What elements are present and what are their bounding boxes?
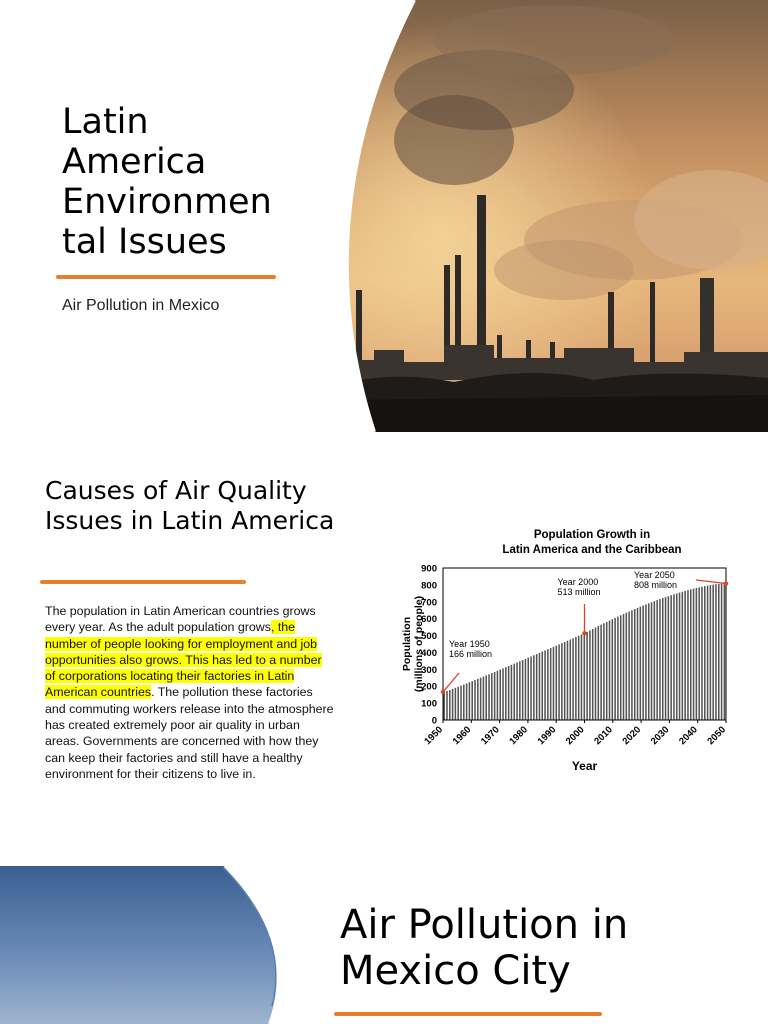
bar [603,623,605,720]
bar [508,666,510,720]
bar [480,678,482,720]
bar [466,683,468,720]
bar [547,649,549,720]
x-tick-label: 2030 [648,724,672,748]
bar [606,622,608,720]
x-tick-label: 1970 [478,724,502,748]
bar [626,613,628,720]
bar [637,608,639,720]
y-tick-label: 900 [421,563,437,575]
slide-title: Causes of Air Quality Issues in Latin America [45,476,335,535]
bar [570,639,572,720]
bar [614,618,616,720]
title-accent-line [56,275,276,279]
chart-annotation: Year 1950 [449,639,490,649]
bar [710,585,712,720]
bar [460,686,462,720]
bar [558,644,560,720]
bar [555,646,557,720]
bar [463,685,465,720]
bar [553,647,555,720]
bar [673,594,675,720]
chart-annotation: Year 2000 [557,577,599,587]
bar [690,589,692,720]
title-accent-line [334,1012,602,1016]
mexico-city-sky-photo [0,866,300,1024]
y-tick-label: 600 [421,614,437,626]
bar [584,633,586,720]
bar [634,609,636,720]
bar [612,619,614,720]
bar [656,600,658,720]
bar [455,688,457,720]
bar [648,603,650,720]
bar [581,635,583,720]
bar [704,586,706,720]
y-axis-label: (millions of people) [413,595,425,693]
bar [469,682,471,720]
bar [718,584,720,720]
bar [443,692,445,720]
bar [536,654,538,720]
bar [575,637,577,720]
x-tick-label: 2010 [592,724,615,748]
bar [598,626,600,720]
chart-annotation: 166 million [449,649,493,659]
bar [617,617,619,720]
chart-annotation: 808 million [634,580,678,590]
slide-body-text: The population in Latin American countries grows every year. As the adult population grows, the number of people looking for employment and job opportunities also grows. This has led to a number of corporations locating their factories in Latin American countries. The pollution these factories and commuting workers release into the atmosphere has created extremely poor air quality in urban areas. Governments are concerned with how they can keep their factories and still have a healthy environment for their citizens to live in. [45,604,334,781]
bar [449,690,451,720]
bar [541,652,543,720]
bar [687,590,689,720]
bar [477,679,479,720]
x-tick-label: 2000 [563,724,587,748]
chart-annotation: 513 million [557,587,601,597]
annotation-arrowhead [441,690,445,694]
x-tick-label: 1980 [507,724,531,748]
bar [721,584,723,720]
bar [654,601,656,720]
bar [712,585,714,720]
y-tick-label: 0 [431,715,437,727]
bar [474,680,476,720]
bar [682,592,684,720]
bar [539,653,541,720]
annotation-arrow [696,580,726,584]
bar [513,664,515,720]
bar [645,604,647,720]
bar [530,656,532,720]
y-tick-label: 700 [421,597,437,609]
bar [527,658,529,720]
bar [665,597,667,720]
bar [494,672,496,720]
bar [640,607,642,720]
bar [522,660,524,720]
bar [631,610,633,720]
y-tick-label: 800 [421,580,437,592]
annotation-arrowhead [582,631,586,635]
bar [715,584,717,720]
bar [696,588,698,720]
bar [533,655,535,720]
y-tick-label: 300 [421,664,437,676]
bar [491,673,493,720]
x-tick-label: 1960 [450,724,474,748]
y-tick-label: 500 [421,631,437,643]
bar [701,587,703,720]
slide-subtitle: Air Pollution in Mexico [62,297,220,314]
factory-smokestacks-photo [334,0,768,432]
bar [609,621,611,720]
bar [564,642,566,720]
bar [452,689,454,720]
chart-title: Population Growth in [533,529,651,541]
x-tick-label: 2040 [677,724,700,748]
bar [516,662,518,720]
x-tick-label: 1950 [422,724,446,748]
y-tick-label: 100 [421,698,437,710]
bar [457,687,459,720]
bar [662,598,664,720]
bar [586,632,588,720]
annotation-arrowhead [724,581,728,585]
bar [623,614,625,720]
bar [592,629,594,720]
y-axis-label: Population [401,616,413,672]
title-accent-line [40,580,246,584]
bar [589,630,591,720]
bar [499,670,501,720]
bar [670,595,672,720]
x-tick-label: 1990 [535,724,559,748]
highlighted-text: , the number of people looking for employment and job opportunities also grows. This has led to a number of corporations locating their factories in Latin American countries [45,620,322,700]
bar [668,596,670,720]
bar [707,586,709,720]
bar [595,628,597,720]
bar [698,587,700,720]
bar [544,650,546,720]
bar [505,667,507,720]
bar [446,691,448,720]
bar [642,606,644,720]
bar [561,643,563,720]
slide-title: Latin America Environmen tal Issues [62,102,272,262]
y-tick-label: 200 [421,681,437,693]
bar [502,668,504,720]
bar [693,589,695,720]
bar [483,677,485,720]
bar [651,602,653,720]
title-slide [0,0,768,432]
bar [600,625,602,720]
bar [620,615,622,720]
chart-annotation: Year 2050 [634,570,675,580]
bar [684,591,686,720]
x-tick-label: 2050 [705,724,729,748]
bar [519,661,521,720]
population-growth-chart [380,522,760,782]
bar [676,593,678,720]
bar [511,665,513,720]
chart-title: Latin America and the Caribbean [502,544,682,556]
bar [497,671,499,720]
causes-slide [0,448,768,848]
annotation-arrow [443,673,459,692]
chart-svg [380,522,760,782]
slide-title: Air Pollution in Mexico City [340,902,629,994]
bar [572,638,574,720]
bar [485,675,487,720]
bar [628,611,630,720]
bar [567,641,569,720]
bar [525,659,527,720]
bar [550,648,552,720]
y-tick-label: 400 [421,647,437,659]
bar [724,584,726,720]
bar [471,681,473,720]
x-tick-label: 2020 [620,724,644,748]
bar [679,593,681,720]
bar [488,674,490,720]
bar [578,636,580,720]
mexico-city-slide [0,866,768,1024]
x-axis-label: Year [571,759,598,773]
bar [659,599,661,720]
